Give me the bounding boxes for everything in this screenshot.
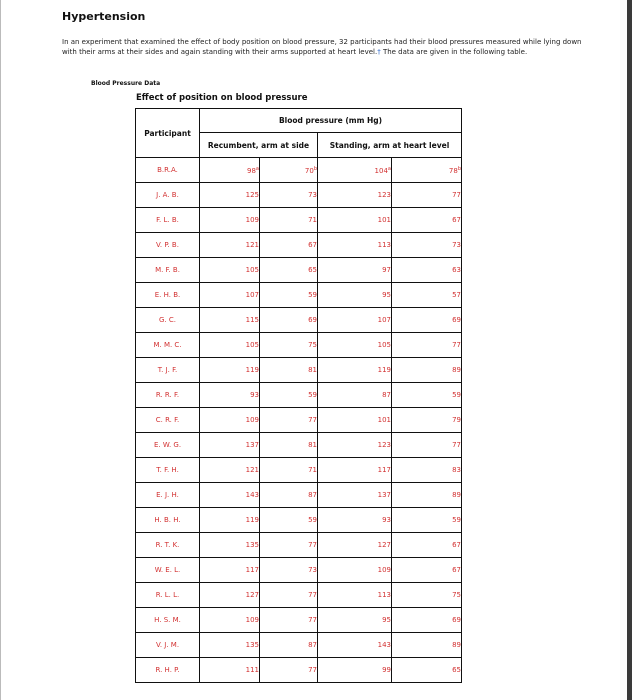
value-text: 77: [452, 341, 462, 349]
value-text: 107: [245, 291, 259, 299]
value-cell: [260, 433, 318, 458]
participant-cell: R. H. P.: [136, 658, 200, 683]
value-text: 95: [382, 291, 391, 299]
value-text: 67: [452, 216, 462, 224]
table-row: [136, 408, 462, 433]
value-cell: [318, 583, 392, 608]
window-right-edge: [627, 0, 632, 700]
value-cell: [318, 258, 392, 283]
value-text: 87: [308, 641, 317, 649]
participant-cell: J. A. B.: [136, 183, 200, 208]
value-text: 104: [374, 166, 388, 175]
value-cell: [318, 158, 392, 183]
value-text: 97: [382, 266, 391, 274]
intro-paragraph: [62, 37, 592, 57]
table-caption: Effect of position on blood pressure: [136, 93, 308, 103]
value-cell: [318, 633, 392, 658]
value-text: 93: [250, 391, 259, 399]
value-text: 105: [245, 266, 259, 274]
value-cell: [318, 408, 392, 433]
value-text: 71: [308, 216, 317, 224]
blood-pressure-table: [135, 108, 462, 683]
participant-cell: V. J. M.: [136, 633, 200, 658]
participant-cell: H. B. H.: [136, 508, 200, 533]
value-text: 73: [452, 241, 462, 249]
table-row: [136, 558, 462, 583]
table-row: [136, 608, 462, 633]
value-cell: [318, 608, 392, 633]
value-cell: [200, 233, 260, 258]
value-text: 125: [245, 191, 259, 199]
value-cell: [392, 258, 462, 283]
value-cell: [260, 383, 318, 408]
value-text: 67: [452, 541, 462, 549]
value-cell: [318, 383, 392, 408]
value-text: 98: [247, 166, 256, 175]
table-body: [136, 158, 462, 683]
value-cell: [200, 483, 260, 508]
value-cell: [260, 408, 318, 433]
value-cell: [392, 508, 462, 533]
participant-header: Participant: [136, 109, 200, 158]
value-cell: [392, 333, 462, 358]
footnote-superscript: b: [457, 165, 462, 172]
value-cell: [318, 558, 392, 583]
table-row: [136, 258, 462, 283]
value-cell: [318, 533, 392, 558]
value-cell: [200, 533, 260, 558]
value-cell: [200, 433, 260, 458]
section-label: Blood Pressure Data: [91, 80, 161, 87]
table-row: [136, 308, 462, 333]
value-text: 121: [245, 466, 259, 474]
value-text: 109: [245, 216, 259, 224]
value-cell: [260, 283, 318, 308]
value-cell: [260, 233, 318, 258]
value-text: 123: [377, 441, 391, 449]
value-cell: [318, 358, 392, 383]
participant-cell: R. R. F.: [136, 383, 200, 408]
value-cell: [392, 208, 462, 233]
value-text: 77: [308, 666, 317, 674]
value-cell: [260, 658, 318, 683]
value-text: 73: [308, 191, 317, 199]
participant-cell: R. T. K.: [136, 533, 200, 558]
value-text: 79: [452, 416, 462, 424]
value-cell: [392, 308, 462, 333]
value-text: 119: [245, 516, 259, 524]
value-text: 89: [452, 366, 462, 374]
value-text: 59: [308, 516, 317, 524]
value-cell: [260, 258, 318, 283]
value-text: 59: [308, 391, 317, 399]
value-cell: [392, 658, 462, 683]
value-text: 69: [452, 316, 462, 324]
participant-cell: W. E. L.: [136, 558, 200, 583]
value-text: 99: [382, 666, 391, 674]
value-text: 57: [452, 291, 462, 299]
value-cell: [260, 308, 318, 333]
participant-cell: G. C.: [136, 308, 200, 333]
value-text: 78: [448, 166, 458, 175]
value-text: 81: [308, 441, 317, 449]
value-cell: [200, 283, 260, 308]
participant-cell: M. M. C.: [136, 333, 200, 358]
value-cell: [318, 183, 392, 208]
table-row: [136, 633, 462, 658]
table-row: [136, 358, 462, 383]
value-text: 65: [452, 666, 462, 674]
value-cell: [318, 433, 392, 458]
value-cell: [260, 483, 318, 508]
value-text: 127: [245, 591, 259, 599]
participant-cell: H. S. M.: [136, 608, 200, 633]
value-cell: [260, 558, 318, 583]
value-text: 109: [377, 566, 391, 574]
participant-cell: R. L. L.: [136, 583, 200, 608]
value-cell: [200, 608, 260, 633]
value-cell: [200, 208, 260, 233]
value-cell: [318, 308, 392, 333]
value-cell: [260, 633, 318, 658]
value-cell: [260, 183, 318, 208]
intro-text-end: The data are given in the following table.: [382, 48, 528, 56]
table-row: [136, 658, 462, 683]
value-cell: [392, 383, 462, 408]
value-cell: [392, 458, 462, 483]
value-cell: [200, 408, 260, 433]
value-text: 75: [452, 591, 462, 599]
value-cell: [392, 533, 462, 558]
value-text: 77: [308, 416, 317, 424]
table-row: [136, 433, 462, 458]
value-text: 109: [245, 416, 259, 424]
value-text: 67: [308, 241, 317, 249]
value-cell: [392, 433, 462, 458]
value-cell: [318, 658, 392, 683]
value-text: 59: [452, 516, 462, 524]
value-text: 119: [377, 366, 391, 374]
value-text: 69: [452, 616, 462, 624]
value-cell: [260, 208, 318, 233]
value-cell: [260, 583, 318, 608]
value-cell: [200, 258, 260, 283]
value-text: 89: [452, 641, 462, 649]
value-cell: [392, 583, 462, 608]
value-text: 127: [377, 541, 391, 549]
table-row: [136, 208, 462, 233]
value-cell: [200, 158, 260, 183]
value-cell: [200, 633, 260, 658]
value-text: 70: [304, 166, 314, 175]
participant-cell: E. J. H.: [136, 483, 200, 508]
value-text: 137: [377, 491, 391, 499]
table-row: [136, 583, 462, 608]
participant-cell: E. W. G.: [136, 433, 200, 458]
value-text: 135: [245, 641, 259, 649]
table-row: [136, 233, 462, 258]
value-cell: [318, 458, 392, 483]
value-text: 117: [245, 566, 259, 574]
footnote-link[interactable]: †: [377, 48, 381, 56]
value-cell: [392, 608, 462, 633]
value-text: 101: [377, 216, 391, 224]
value-text: 81: [308, 366, 317, 374]
value-text: 77: [308, 591, 317, 599]
value-cell: [260, 333, 318, 358]
table-row: [136, 458, 462, 483]
value-cell: [200, 383, 260, 408]
value-text: 75: [308, 341, 317, 349]
table-row: [136, 533, 462, 558]
value-cell: [318, 283, 392, 308]
value-text: 71: [308, 466, 317, 474]
value-text: 73: [308, 566, 317, 574]
blood-pressure-header: Blood pressure (mm Hg): [200, 109, 462, 133]
value-text: 87: [308, 491, 317, 499]
value-cell: [392, 408, 462, 433]
value-cell: [200, 658, 260, 683]
value-text: 119: [245, 366, 259, 374]
value-text: 77: [452, 441, 462, 449]
standing-header: Standing, arm at heart level: [318, 133, 462, 158]
value-cell: [200, 583, 260, 608]
participant-cell: V. P. B.: [136, 233, 200, 258]
participant-cell: T. F. H.: [136, 458, 200, 483]
participant-cell: B.R.A.: [136, 158, 200, 183]
value-cell: [200, 183, 260, 208]
table-row: [136, 158, 462, 183]
value-text: 109: [245, 616, 259, 624]
value-cell: [200, 508, 260, 533]
value-cell: [200, 558, 260, 583]
value-cell: [392, 183, 462, 208]
value-text: 65: [308, 266, 317, 274]
participant-cell: E. H. B.: [136, 283, 200, 308]
value-text: 69: [308, 316, 317, 324]
value-text: 59: [308, 291, 317, 299]
value-text: 137: [245, 441, 259, 449]
value-cell: [392, 483, 462, 508]
value-text: 63: [452, 266, 462, 274]
table-row: [136, 383, 462, 408]
value-text: 135: [245, 541, 259, 549]
footnote-superscript: a: [255, 165, 259, 172]
value-text: 113: [377, 591, 391, 599]
value-cell: [318, 483, 392, 508]
value-cell: [392, 283, 462, 308]
value-cell: [200, 358, 260, 383]
value-cell: [200, 308, 260, 333]
value-text: 143: [245, 491, 259, 499]
value-cell: [200, 333, 260, 358]
table-row: [136, 283, 462, 308]
value-text: 117: [377, 466, 391, 474]
table-row: [136, 483, 462, 508]
value-cell: [318, 333, 392, 358]
value-cell: [318, 508, 392, 533]
value-cell: [392, 233, 462, 258]
value-cell: [392, 158, 462, 183]
value-text: 95: [382, 616, 391, 624]
value-text: 143: [377, 641, 391, 649]
footnote-superscript: a: [387, 165, 391, 172]
value-text: 105: [245, 341, 259, 349]
value-cell: [260, 608, 318, 633]
value-text: 121: [245, 241, 259, 249]
value-text: 123: [377, 191, 391, 199]
value-cell: [392, 558, 462, 583]
value-text: 87: [382, 391, 391, 399]
value-text: 89: [452, 491, 462, 499]
table-row: [136, 183, 462, 208]
value-text: 67: [452, 566, 462, 574]
participant-cell: M. F. B.: [136, 258, 200, 283]
value-text: 77: [452, 191, 462, 199]
value-cell: [260, 533, 318, 558]
value-cell: [260, 358, 318, 383]
value-text: 115: [245, 316, 259, 324]
value-text: 77: [308, 616, 317, 624]
recumbent-header: Recumbent, arm at side: [200, 133, 318, 158]
participant-cell: T. J. F.: [136, 358, 200, 383]
value-cell: [318, 208, 392, 233]
value-text: 83: [452, 466, 462, 474]
value-text: 101: [377, 416, 391, 424]
value-text: 113: [377, 241, 391, 249]
value-cell: [260, 508, 318, 533]
value-cell: [200, 458, 260, 483]
value-text: 93: [382, 516, 391, 524]
footnote-superscript: b: [313, 165, 317, 172]
value-text: 111: [245, 666, 259, 674]
value-text: 107: [377, 316, 391, 324]
participant-cell: F. L. B.: [136, 208, 200, 233]
value-cell: [260, 158, 318, 183]
value-cell: [260, 458, 318, 483]
participant-cell: C. R. F.: [136, 408, 200, 433]
value-text: 105: [377, 341, 391, 349]
table-row: [136, 333, 462, 358]
intro-text: In an experiment that examined the effect of body position on blood pressure, 32 participants had their blood pressures measured while lying down with their arms at their sides and again standing with their arms supported at heart level.: [62, 38, 582, 56]
table-row: [136, 508, 462, 533]
value-cell: [392, 633, 462, 658]
value-cell: [392, 358, 462, 383]
value-text: 77: [308, 541, 317, 549]
value-cell: [318, 233, 392, 258]
value-text: 59: [452, 391, 462, 399]
page-title: Hypertension: [62, 10, 146, 23]
